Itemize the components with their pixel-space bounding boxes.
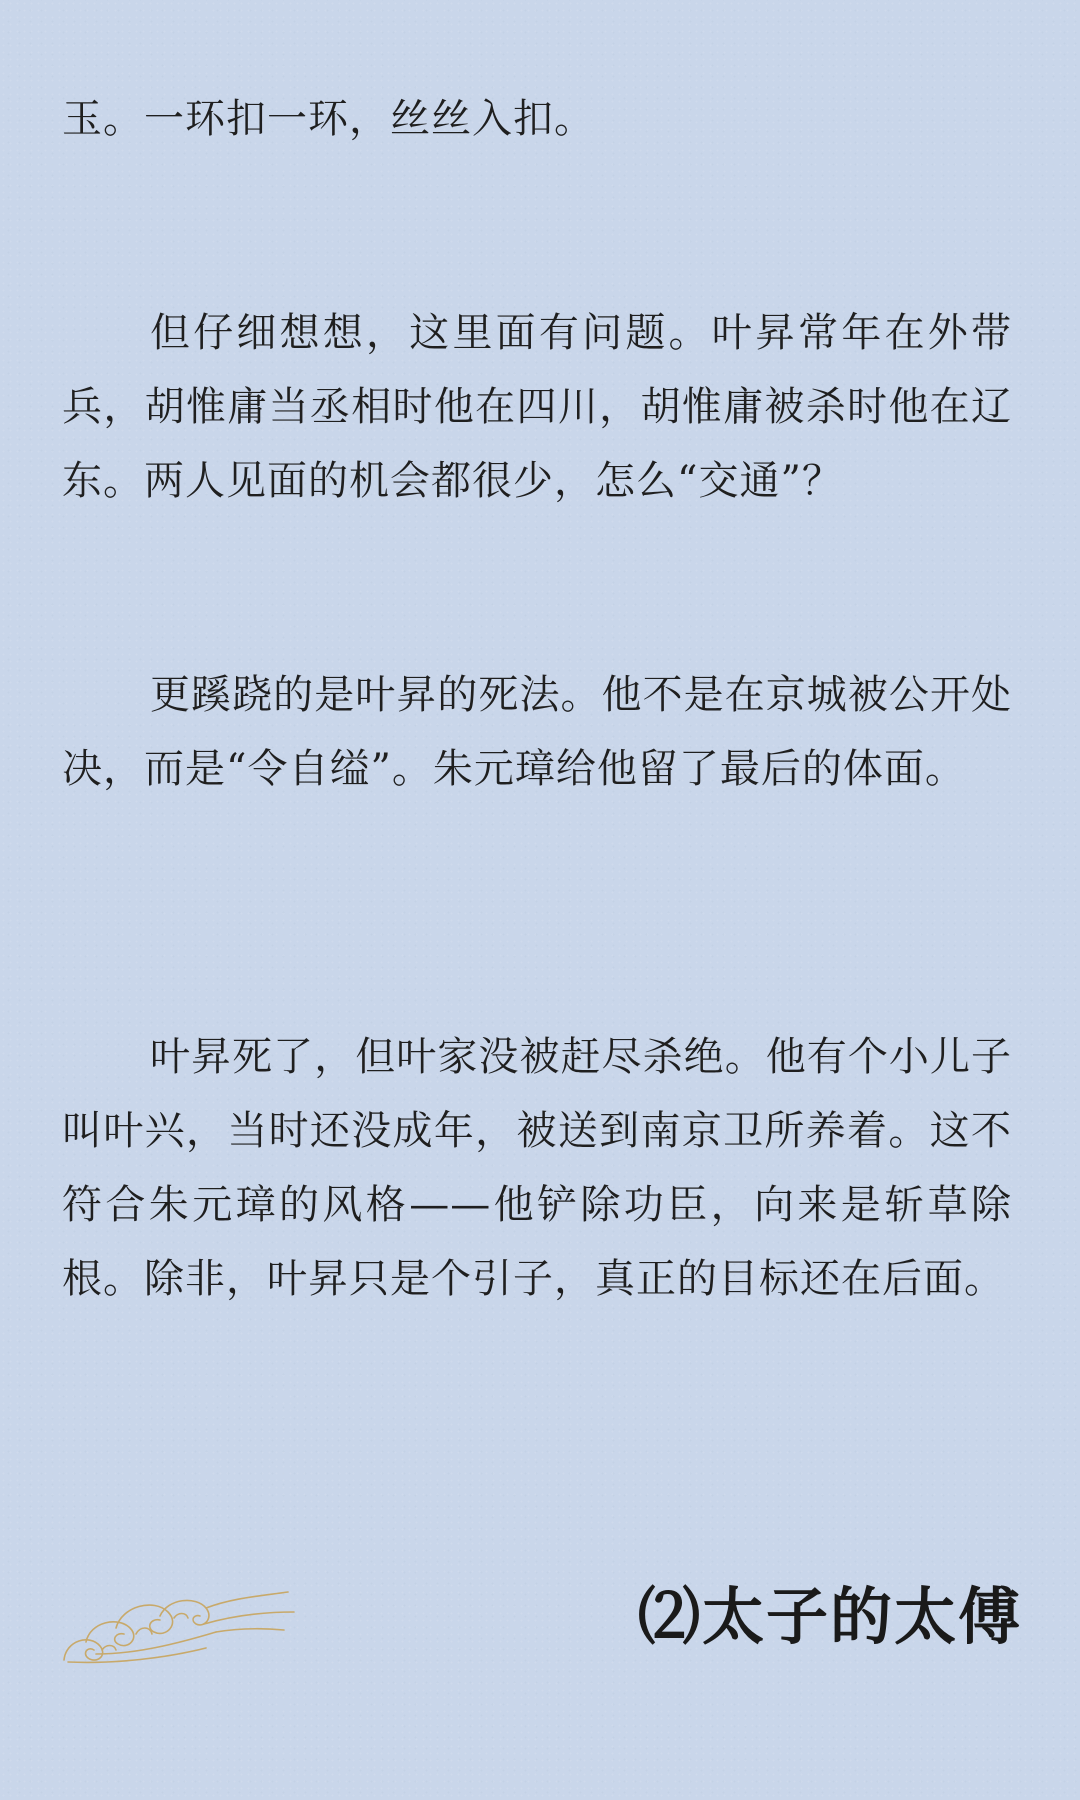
section-title: ⑵太子的太傅 [637,1580,1022,1653]
paragraph: 更蹊跷的是叶昇的死法。他不是在京城被公开处决，而是“令自缢”。朱元璋给他留了最后的体面。 [62,672,1012,792]
paragraph: 但仔细想想，这里面有问题。叶昇常年在外带兵，胡惟庸当丞相时他在四川，胡惟庸被杀时他在辽东。两人见面的机会都很少，怎么“交通”？ [62,310,1012,504]
paragraph-continuation: 玉。一环扣一环，丝丝入扣。 [62,96,595,142]
auspicious-cloud-icon [56,1568,296,1668]
paragraph: 叶昇死了，但叶家没被赶尽杀绝。他有个小儿子叫叶兴，当时还没成年，被送到南京卫所养着。这不符合朱元璋的风格——他铲除功臣，向来是斩草除根。除非，叶昇只是个引子，真正的目标还在后面。 [62,1034,1012,1302]
